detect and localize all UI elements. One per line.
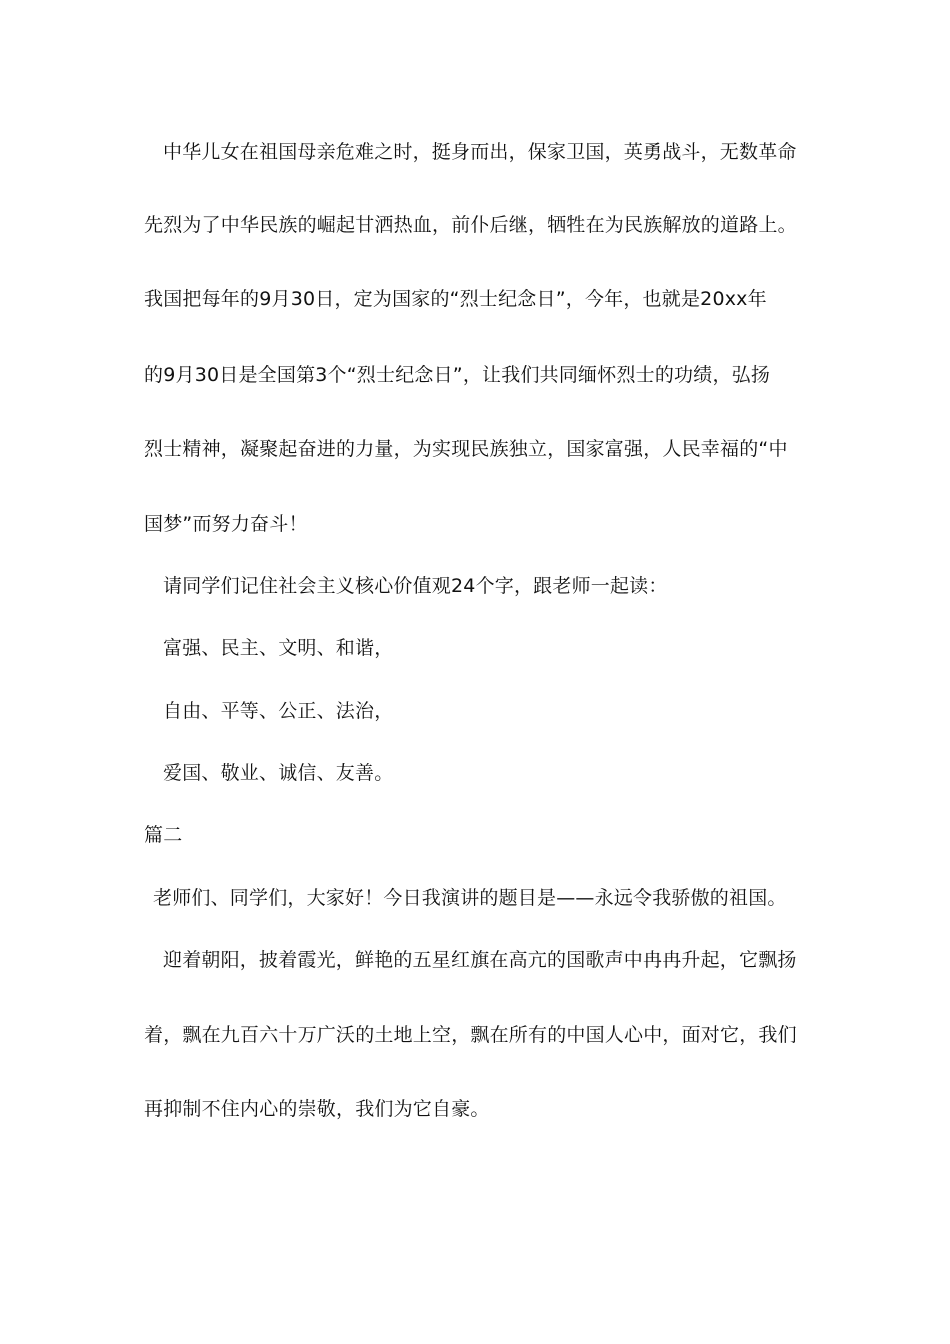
section-heading: 篇二 (144, 824, 183, 846)
paragraph-line: 国梦”而努力奋斗！ (144, 513, 308, 535)
list-item: 富强、民主、文明、和谐， (163, 637, 394, 659)
paragraph-line: 再抑制不住内心的崇敬，我们为它自豪。 (144, 1098, 490, 1120)
paragraph-line: 迎着朝阳，披着霞光，鲜艳的五星红旗在高亢的国歌声中冉冉升起，它飘扬 (163, 949, 797, 971)
paragraph-line: 先烈为了中华民族的崛起甘洒热血，前仆后继，牺牲在为民族解放的道路上。 (144, 214, 797, 236)
paragraph-line: 着，飘在九百六十万广沃的土地上空，飘在所有的中国人心中，面对它，我们 (144, 1024, 797, 1046)
paragraph-line: 我国把每年的9月30日，定为国家的“烈士纪念日”，今年，也就是20xx年 (144, 288, 767, 310)
paragraph-line: 请同学们记住社会主义核心价值观24个字，跟老师一起读： (163, 575, 668, 597)
paragraph-line: 烈士精神，凝聚起奋进的力量，为实现民族独立，国家富强，人民幸福的“中 (144, 438, 788, 460)
list-item: 自由、平等、公正、法治， (163, 700, 394, 722)
paragraph-line: 的9月30日是全国第3个“烈士纪念日”，让我们共同缅怀烈士的功绩，弘扬 (144, 364, 771, 386)
paragraph-line: 老师们、同学们，大家好！今日我演讲的题目是——永远令我骄傲的祖国。 (153, 887, 787, 909)
list-item: 爱国、敬业、诚信、友善。 (163, 762, 394, 784)
paragraph-line: 中华儿女在祖国母亲危难之时，挺身而出，保家卫国，英勇战斗，无数革命 (163, 141, 797, 163)
